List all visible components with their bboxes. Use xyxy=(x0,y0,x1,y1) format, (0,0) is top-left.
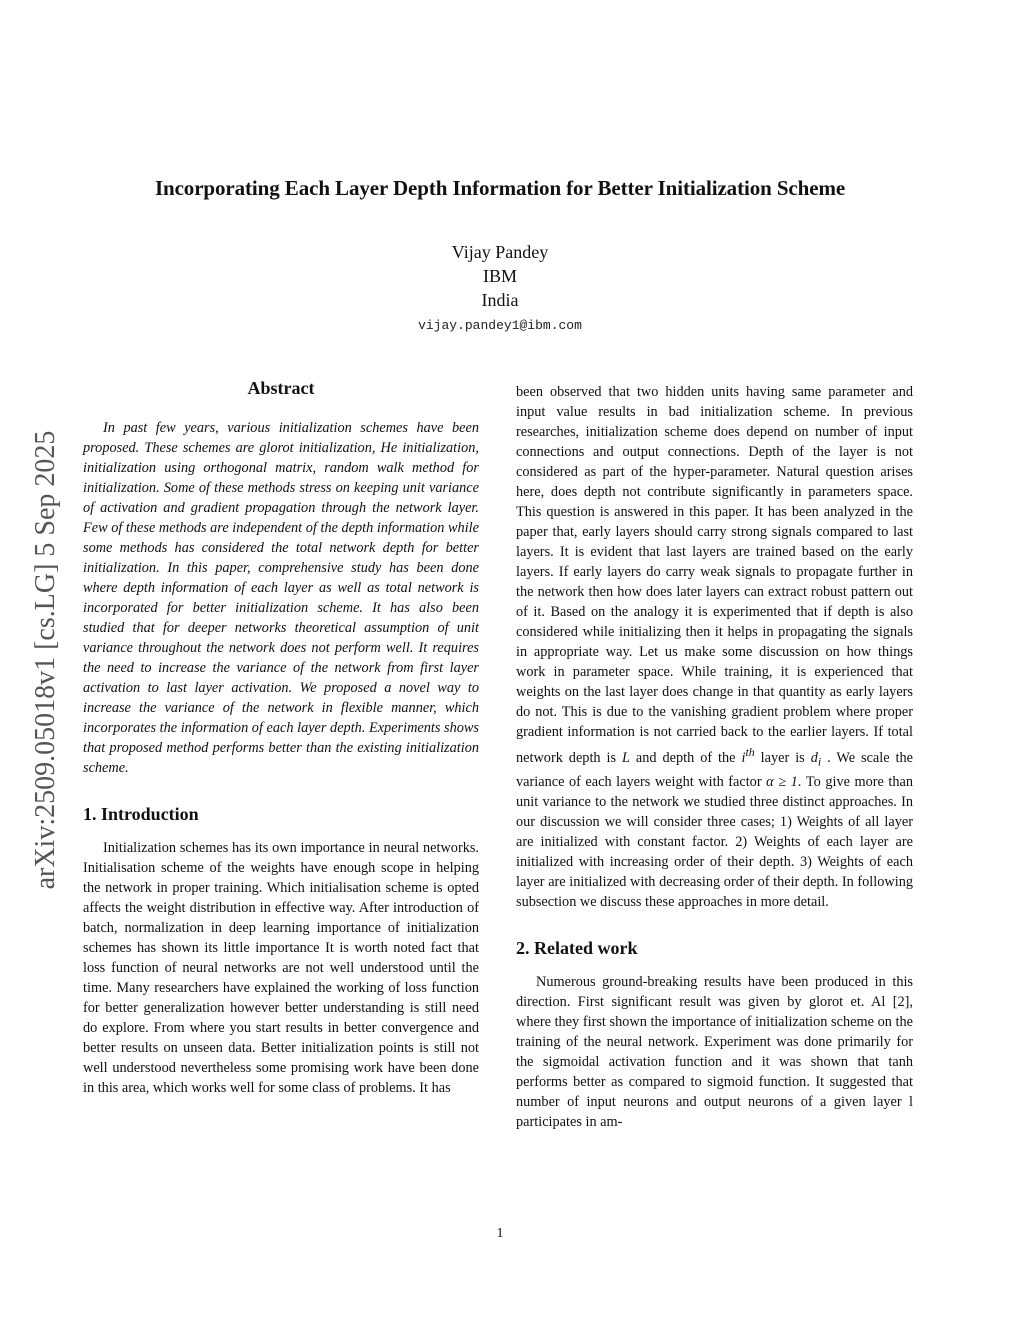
introduction-continuation xyxy=(516,382,913,912)
intro-text-a: been observed that two hidden units having same parameter and input value results in bad initialization scheme. In previous researches, initialization scheme does depend on number of input connections and output connections. Depth of the layer is not considered as part of the hyper-parameter. Natural question arises here, does depth not contribute significantly in parameters space. This question is answered in this paper. It has been analyzed in the paper that, early layers should carry strong signals compared to last layers. It is evident that last layers are trained based on the early layers. If early layers do carry weak signals to propagate further in the network then how does later layers can extract robust pattern out of it. Based on the analogy it is experimented that if depth is also considered while initializing then it helps in propagating the signals in appropriate way. Let us make some discussion on how things work in parameter space. While training, it is experienced that weights on the last layer does change in that quantity as early layers do not. This is due to the vanishing gradient problem where proper gradient information is not carried back to the earlier layers. If total network depth is xyxy=(516,384,913,766)
math-d: d xyxy=(810,749,818,766)
introduction-paragraph: Initialization schemes has its own importance in neural networks. Initialisation scheme of the weights have enough scope in helping the network in proper training. Which initialisation scheme is opted affects the weight distribution in effective way. After introduction of batch, normalization in deep learning importance of initialization schemes has shown its little importance It is worth noted fact that loss function of neural networks are not well understood until the time. Many researchers have explained the working of loss function for better generalization however better understanding is still need do explore. From where you start results in better convergence and better results on unseen data. Better initialization points is still not well understood nevertheless some promising work have been done in this area, which works well for some class of problems. It has xyxy=(83,840,479,1096)
intro-text-c: layer is xyxy=(754,749,811,766)
author-country: India xyxy=(481,290,519,310)
author-affiliation: IBM xyxy=(482,266,517,286)
left-column xyxy=(83,378,479,1098)
math-alpha: α ≥ 1 xyxy=(766,773,798,790)
math-i: i xyxy=(741,749,746,766)
math-d-sub: i xyxy=(817,754,822,769)
intro-text-e: . To give more than unit variance to the network we studied three distinct approaches. In our discussion we will consider three cases; 1) Weights of all layer are initialized with constant factor. 2) Weights of each layer are initialized with increasing order of their depth. 3) Weights of each layer are initialized with decreasing order of their depth. In following subsection we discuss these approaches in more detail. xyxy=(516,773,914,910)
author-name: Vijay Pandey xyxy=(451,242,549,262)
right-column xyxy=(516,382,913,1132)
page-number: 1 xyxy=(496,1226,504,1241)
abstract-text: In past few years, various initialization schemes have been proposed. These schemes are glorot initialization, He initialization, initialization using orthogonal matrix, random walk method for initialization. Some of these methods stress on keeping unit variance of activation and gradient propagation through the network layer. Few of these methods are independent of the depth information while some methods has considered the total network depth for better initialization. In this paper, comprehensive study has been done where depth information of each layer as well as total network is incorporated for better initialization scheme. It has also been studied that for deeper networks theoretical assumption of unit variance throughout the network does not perform well. It requires the need to increase the variance of the network from first layer activation to last layer activation. We proposed a novel way to increase the variance of the network in flexible manner, which incorporates the information of each layer depth. Experiments shows that proposed method performs better than the existing initialization scheme. xyxy=(83,420,479,776)
author-block xyxy=(0,240,1000,333)
arxiv-stamp: arXiv:2509.05018v1 [cs.LG] 5 Sep 2025 xyxy=(30,430,61,890)
introduction-heading: 1. Introduction xyxy=(83,804,199,824)
author-email: vijay.pandey1@ibm.com xyxy=(418,318,582,333)
math-th: th xyxy=(745,745,755,759)
paper-title: Incorporating Each Layer Depth Information for Better Initialization Scheme xyxy=(154,176,846,200)
related-work-heading: 2. Related work xyxy=(516,937,638,958)
math-L: L xyxy=(622,749,630,766)
related-work-paragraph: Numerous ground-breaking results have been produced in this direction. First significant result was given by glorot et. Al [2], where they first shown the importance of initialization scheme on the training of the neural network. Experiment was done primarily for the sigmoidal activation function and it was shown that tanh performs better as compared to sigmoid function. It suggested that number of input neurons and output neurons of a given layer l participates in am- xyxy=(516,973,913,1130)
abstract-heading: Abstract xyxy=(247,378,315,398)
intro-text-b: and depth of the xyxy=(629,749,742,766)
intro-text-d: . We scale the variance of each layers weight with factor xyxy=(516,749,913,790)
